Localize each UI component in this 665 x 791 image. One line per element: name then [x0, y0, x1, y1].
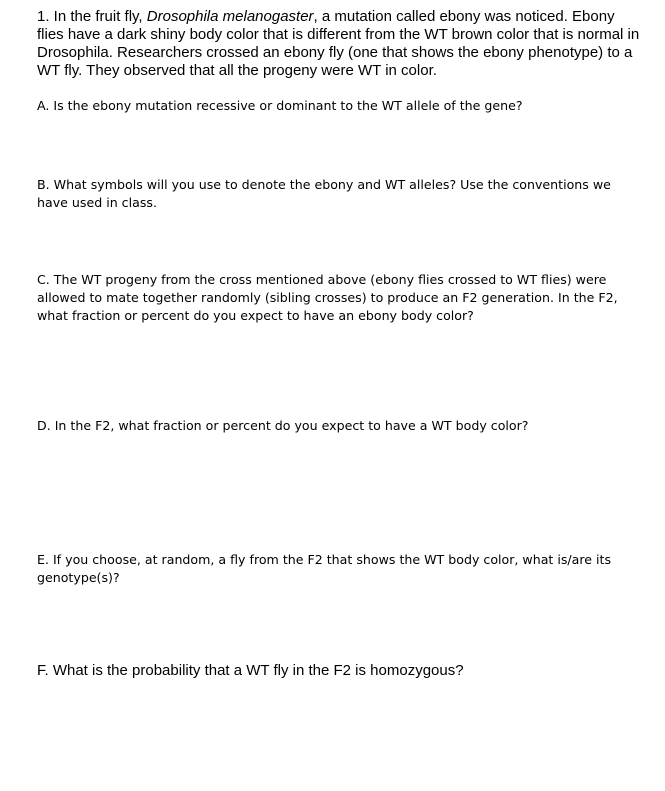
question-d: D. In the F2, what fraction or percent do you expect to have a WT body color? — [37, 418, 529, 433]
intro-lead: 1. In the fruit fly, — [37, 8, 147, 25]
question-f: F. What is the probability that a WT fly in the F2 is homozygous? — [37, 662, 464, 679]
question-b: B. What symbols will you use to denote the ebony and WT alleles? Use the conventions we have used in class. — [37, 177, 611, 210]
species-name: Drosophila melanogaster — [146, 8, 314, 25]
question-1-intro — [37, 8, 642, 80]
intro-rest: , a mutation called ebony was noticed. Ebony flies have a dark shiny body color that is different from the WT brown color that is normal in Drosophila. Researchers crossed an ebony fly (one that shows the ebony phenotype) to a WT fly. They observed that all the progeny were WT in color. — [37, 8, 640, 79]
question-a: A. Is the ebony mutation recessive or dominant to the WT allele of the gene? — [37, 98, 523, 113]
question-e: E. If you choose, at random, a fly from the F2 that shows the WT body color, what is/are its genotype(s)? — [37, 552, 612, 585]
question-c: C. The WT progeny from the cross mentioned above (ebony flies crossed to WT flies) were allowed to mate together randomly (sibling crosses) to produce an F2 generation. In the F2, what fraction or percent do you expect to have an ebony body color? — [37, 272, 618, 323]
